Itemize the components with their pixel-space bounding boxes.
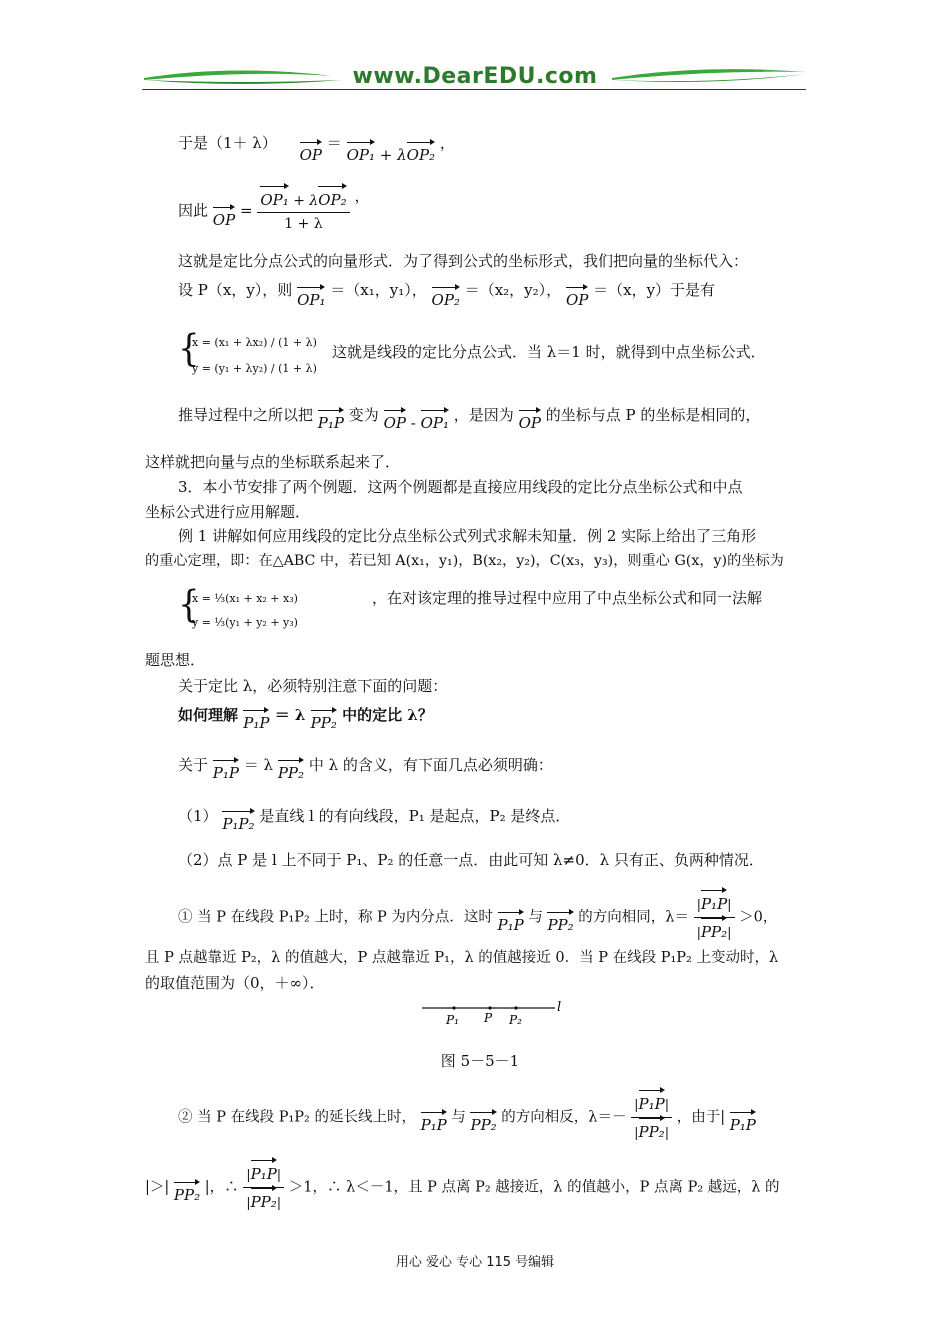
vector-p1p: P₁P — [243, 710, 269, 733]
text: ， — [439, 134, 455, 152]
vector-op1: OP₁ — [297, 287, 325, 310]
text: ，由于| — [676, 1109, 726, 1126]
vector-op: OP — [566, 287, 588, 310]
vector-pp2: PP₂ — [278, 760, 304, 783]
label-p: P — [484, 1011, 493, 1025]
formula-line-22 — [178, 1090, 756, 1145]
system-eq-x: x = (x₁ + λx₂) / (1 + λ) — [192, 336, 317, 349]
vector-p1p: P₁P — [730, 1112, 756, 1135]
text: 于是（1＋ λ） — [178, 134, 277, 152]
vector-op: OP — [300, 142, 322, 165]
vector-op: OP — [384, 410, 406, 433]
text: 关于 — [178, 756, 209, 774]
system-eq-x: x = ⅓(x₁ + x₂ + x₃) — [192, 592, 298, 605]
vector-pp2: PP₂ — [470, 1112, 496, 1135]
paragraph-line: ，在对该定理的推导过程中应用了中点坐标公式和同一法解 — [372, 589, 763, 607]
formula-line-23 — [145, 1160, 780, 1215]
formula-line-15 — [178, 702, 433, 732]
paragraph-line: 这样就把向量与点的坐标联系起来了． — [145, 453, 401, 471]
op: = — [239, 201, 253, 220]
vector-op1: OP₁ — [260, 186, 288, 211]
label-l: l — [557, 1000, 562, 1015]
text: ＝（x₁，y₁）， — [330, 281, 427, 299]
system-eq-y: y = ⅓(y₁ + y₂ + y₃) — [192, 616, 298, 629]
point-p2 — [514, 1006, 517, 1009]
text: 变为 — [348, 406, 379, 424]
lambda: λ — [397, 146, 407, 164]
vector-op: OP — [213, 207, 235, 230]
vector-p1p: P₁P — [213, 760, 239, 783]
vector-pp2: PP₂ — [701, 918, 727, 943]
paragraph-line: 题思想． — [145, 651, 206, 669]
vector-pp2: PP₂ — [639, 1118, 665, 1143]
text: 中 λ 的含义，有下面几点必须明确： — [308, 756, 553, 774]
text: ， — [354, 187, 370, 205]
fraction-ratio: $\frac{\text{|P₁P|}}{\text{|PP₂|}}$ — [243, 1160, 284, 1215]
text: ＝ λ — [274, 706, 306, 724]
text: 与 — [528, 909, 543, 926]
text: ＝ — [326, 134, 342, 152]
vector-op2: OP₂ — [318, 186, 346, 211]
op: + — [379, 146, 393, 164]
vector-op1: OP₁ — [421, 410, 449, 433]
vector-p1p: P₁P — [421, 1112, 447, 1135]
paragraph-line: 例 1 讲解如何应用线段的定比分点坐标公式列式求解未知量．例 2 实际上给出了三角形 — [178, 527, 757, 545]
text: 因此 — [178, 201, 209, 220]
vector-pp2: PP₂ — [174, 1182, 200, 1205]
formula-line-6 — [178, 402, 761, 432]
text: |，∴ — [204, 1179, 239, 1196]
vector-p1p2: P₁P₂ — [222, 811, 254, 834]
figure-caption: 图 5－5－1 — [440, 1052, 520, 1070]
text: 中的定比 λ？ — [342, 706, 433, 724]
fraction-op — [257, 186, 349, 235]
text: 如何理解 — [178, 706, 239, 724]
text: ，是因为 — [453, 406, 514, 424]
text: （1） — [178, 807, 218, 825]
header-rule — [142, 89, 806, 90]
text: 与 — [451, 1109, 466, 1126]
brace: { — [178, 583, 200, 627]
fraction-lambda: $\frac{\text{|P₁P|}}{\text{|PP₂|}}$ — [631, 1090, 672, 1145]
formula-line-1 — [178, 130, 455, 164]
text: 的坐标与点 P 的坐标是相同的， — [545, 406, 761, 424]
paragraph-line: 的取值范围为（0，＋∞）． — [145, 974, 325, 992]
vector-pp2: PP₂ — [311, 710, 337, 733]
text: 设 P（x，y），则 — [178, 281, 293, 299]
paragraph-line: 坐标公式进行应用解题． — [145, 503, 311, 521]
site-logo-text[interactable]: www.DearEDU.com — [352, 64, 598, 89]
text: 的方向相同，λ＝ — [578, 909, 689, 926]
vector-op2: OP₂ — [432, 287, 460, 310]
paragraph-line: 的重心定理，即：在△ABC 中，若已知 A(x₁，y₁)，B(x₂，y₂)，C(x₃，y₃)，则重心 G(x，y)的坐标为 — [145, 553, 784, 569]
vector-p1p: P₁P — [318, 410, 344, 433]
vector-p1p: P₁P — [639, 1090, 665, 1115]
formula-line-4 — [178, 277, 716, 309]
page-footer: 用心 爱心 专心 115 号编辑 — [395, 1255, 555, 1270]
op: - — [410, 414, 416, 432]
system-eq-y: y = (y₁ + λy₂) / (1 + λ) — [192, 362, 317, 375]
text: ＝（x，y）于是有 — [593, 281, 716, 299]
paragraph-line: （2）点 P 是 l 上不同于 P₁、P₂ 的任意一点．由此可知 λ≠0．λ 只有正、负两种情况． — [178, 851, 764, 869]
formula-line-16 — [178, 752, 553, 782]
label-p1: P₁ — [446, 1013, 459, 1027]
label-p2: P₂ — [509, 1013, 522, 1027]
fraction-lambda: $\frac{\text{|P₁P|}}{\text{|PP₂|}}$ — [694, 890, 735, 945]
vector-op1: OP₁ — [347, 142, 375, 165]
vector-op2: OP₂ — [407, 142, 435, 165]
denominator: 1 + λ — [284, 216, 323, 232]
text: |＞| — [145, 1179, 170, 1196]
text: ① 当 P 在线段 P₁P₂ 上时，称 P 为内分点．这时 — [178, 909, 493, 926]
formula-line-19 — [178, 890, 777, 945]
paragraph-line: 且 P 点越靠近 P₂，λ 的值越大，P 点越靠近 P₁，λ 的值越接近 0．当 P 在线段 P₁P₂ 上变动时，λ — [145, 950, 779, 966]
text: ＝（x₂，y₂）， — [464, 281, 562, 299]
op: + — [293, 193, 305, 209]
point-p — [488, 1006, 491, 1009]
point-p1 — [452, 1006, 455, 1009]
paragraph-line: 关于定比 λ，必须特别注意下面的问题： — [178, 677, 448, 695]
text: ＝ λ — [243, 756, 274, 774]
vector-pp2: PP₂ — [547, 912, 573, 935]
paragraph-line: 这就是线段的定比分点公式．当 λ＝1 时，就得到中点坐标公式． — [332, 343, 766, 361]
vector-p1p: P₁P — [251, 1160, 277, 1185]
paragraph-line: 3．本小节安排了两个例题．这两个例题都是直接应用线段的定比分点坐标公式和中点 — [178, 478, 743, 496]
text: ② 当 P 在线段 P₁P₂ 的延长线上时， — [178, 1109, 416, 1126]
text: ＞0， — [739, 909, 778, 926]
lambda: λ — [309, 193, 319, 209]
vector-pp2: PP₂ — [251, 1188, 277, 1213]
formula-line-2 — [178, 186, 369, 235]
text: 的方向相反，λ＝－ — [501, 1109, 627, 1126]
vector-op: OP — [519, 410, 541, 433]
line-figure — [420, 1000, 565, 1032]
text: ＞1，∴ λ＜－1，且 P 点离 P₂ 越接近，λ 的值越小，P 点离 P₂ 越远，λ 的 — [288, 1179, 780, 1196]
paragraph-line: 这就是定比分点公式的向量形式．为了得到公式的坐标形式，我们把向量的坐标代入： — [178, 252, 749, 270]
brace: { — [178, 327, 200, 371]
vector-p1p: P₁P — [701, 890, 727, 915]
text: 是直线 l 的有向线段，P₁ 是起点，P₂ 是终点． — [259, 807, 571, 825]
text: 推导过程中之所以把 — [178, 406, 314, 424]
vector-p1p: P₁P — [498, 912, 524, 935]
formula-line-17 — [178, 803, 571, 833]
